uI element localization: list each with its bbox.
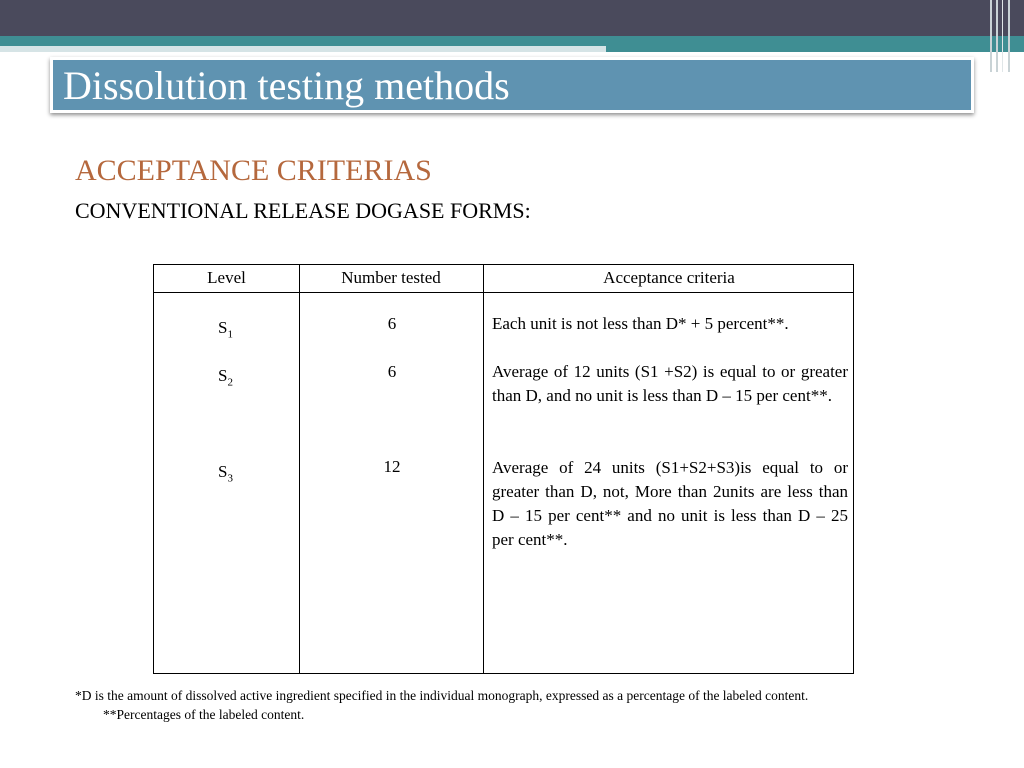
level-cell: $S_3$ [218,462,233,485]
header-band-teal [0,36,1024,46]
header-band-dark [0,0,1024,36]
level-cell: $S_2$ [218,366,233,389]
criteria-cell: Average of 24 units (S1+S2+S3)is equal to or greater than D, not, More than 2units are less than D – 15 per cent** and no unit is less than D – 25 per cent**. [492,458,848,549]
footnote-percentages: **Percentages of the labeled content. [103,707,305,722]
header-divider [154,292,853,293]
number-cell: 6 [387,362,397,381]
header-band-teal-right [606,46,1024,52]
section-heading: ACCEPTANCE CRITERIAS [75,154,432,187]
title-bar [50,57,974,113]
criteria-cell: Each unit is not less than D* + 5 percent**. [492,314,789,333]
header-number-tested: Number tested [341,268,441,287]
header-level: Level [207,268,246,287]
slide-title: Dissolution testing methods [63,63,510,108]
acceptance-table [153,264,854,674]
number-cell: 6 [387,314,397,333]
header-band-light [0,46,606,52]
section-subheading: CONVENTIONAL RELEASE DOGASE FORMS: [75,198,531,223]
level-cell: $S_1$ [218,318,233,341]
footnote-d-definition: *D is the amount of dissolved active ingredient specified in the individual monograph, expressed as a percentage of the labeled content. [75,688,809,703]
criteria-cell: Average of 12 units (S1 +S2) is equal to or greater than D, and no unit is less than D – 15 per cent**. [492,362,848,405]
header-acceptance-criteria: Acceptance criteria [603,268,735,287]
number-cell: 12 [383,457,401,476]
decorative-lines-icon [984,0,1024,72]
